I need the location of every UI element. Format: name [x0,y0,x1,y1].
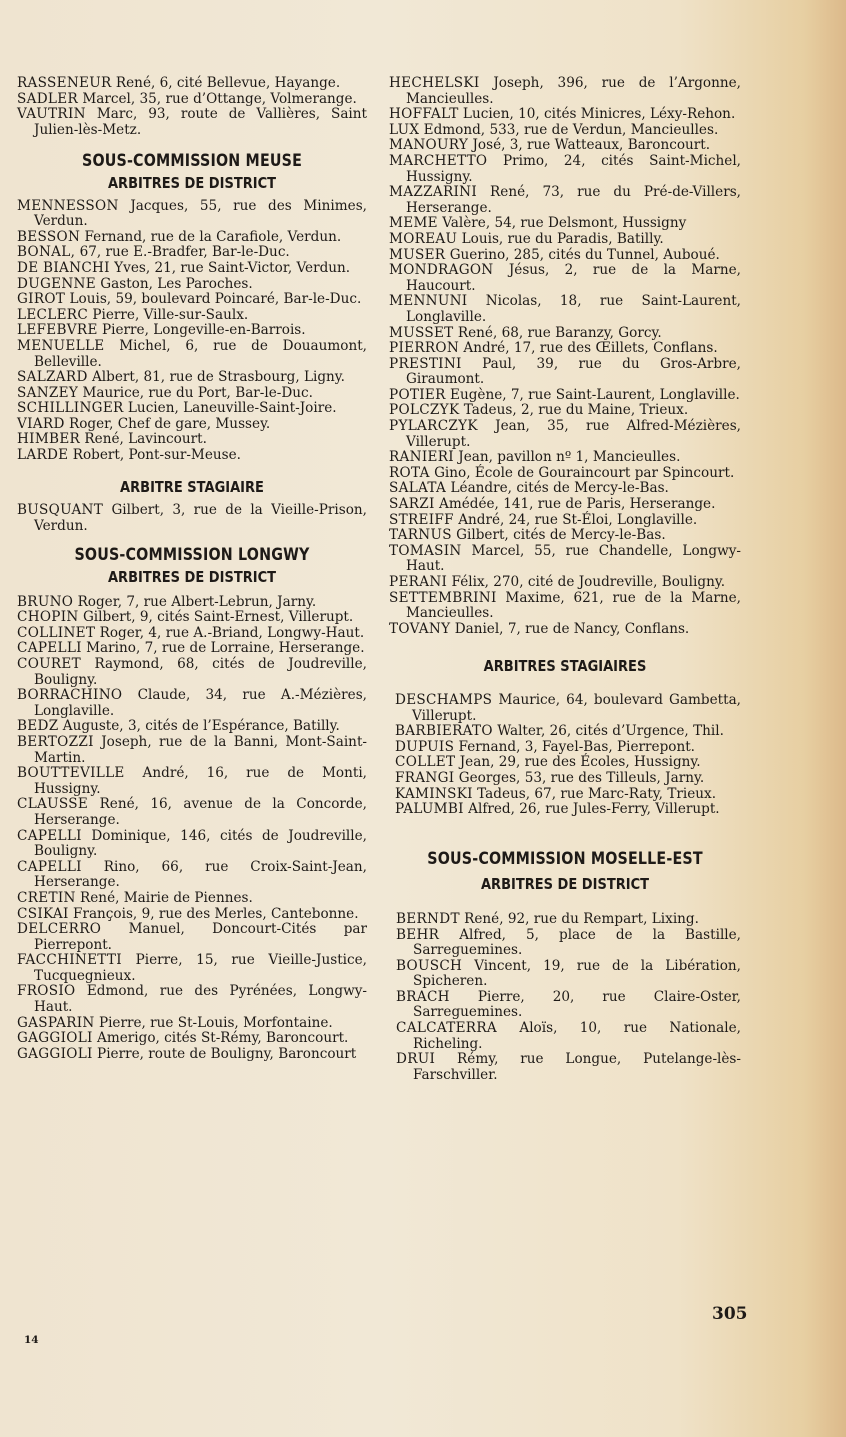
referee-surname: PRESTINI [389,355,462,372]
referee-entry [389,466,741,482]
referee-details: Auguste, 3, cités de l’Espérance, Batilly. [62,718,340,735]
referee-surname: KAMINSKI [395,785,473,802]
referee-surname: RASSENEUR [17,75,112,91]
referee-details: Jean, pavillon nº 1, Mancieulles. [458,449,681,466]
referee-surname: CLAUSSE [17,796,89,813]
referee-details: Pierre, 20, rue Claire-Oster, Sarreguemines. [413,988,742,1021]
referee-entry [17,1016,367,1032]
referee-entry [389,450,741,466]
referee-surname: BOUTTEVILLE [17,765,125,782]
referee-entry [389,216,741,232]
referee-details: Primo, 24, cités Saint-Michel, Hussigny. [406,152,741,185]
referee-entry [389,138,741,154]
referee-details: Louis, 59, boulevard Poincaré, Bar-le-Duc. [69,291,362,308]
referee-surname: TOVANY [389,620,451,637]
referee-entry [396,990,741,1021]
referee-details: Michel, 6, rue de Douaumont, Belleville. [34,337,367,370]
referee-surname: MENNUNI [389,293,468,310]
referee-entry [389,185,741,216]
intro-list [17,76,367,138]
referee-details: Joseph, rue de la Banni, Mont-Saint-Martin. [34,733,367,766]
referee-surname: MANOURY [389,137,469,154]
referee-surname: SETTEMBRINI [389,589,497,606]
referee-entry [17,657,367,688]
referee-surname: SARZI [389,496,435,513]
referee-surname: DESCHAMPS [395,691,493,708]
referee-entry [389,263,741,294]
referee-surname: BESSON [17,228,81,245]
referee-surname: CRETIN [17,889,76,906]
referee-details: Alfred, 5, place de la Bastille, Sarreguemines. [413,926,741,959]
referee-details: Nicolas, 18, rue Saint-Laurent, Longlaville. [406,293,741,325]
referee-entry [396,1021,741,1052]
referee-details: Roger, Chef de gare, Mussey. [68,415,271,432]
referee-surname: PERANI [389,574,448,590]
subheading-meuse-stagiaire: ARBITRE STAGIAIRE [120,477,264,496]
referee-details: Louis, rue du Paradis, Batilly. [461,230,664,247]
referee-surname: LEFEBVRE [17,322,98,339]
referee-surname: ROTA [389,464,430,481]
referee-surname: VIARD [17,415,65,432]
referee-surname: POTIER [389,386,446,403]
referee-surname: LARDE [17,447,69,464]
referee-entry [17,766,367,797]
referee-surname: SALZARD [17,369,88,386]
referee-surname: GAGGIOLI [17,1030,93,1047]
referee-details: Jean, 29, rue des Écoles, Hussigny. [459,754,701,771]
referee-entry [17,797,367,828]
referee-entry [389,497,741,513]
referee-details: Valère, 54, rue Delsmont, Hussigny [442,215,687,232]
referee-entry [17,1031,367,1047]
referee-entry [395,802,741,818]
referee-entry [389,513,741,529]
referee-entry [17,417,367,433]
referee-entry [396,928,741,959]
referee-surname: PYLARCZYK [389,418,478,435]
referee-surname: MAZZARINI [389,184,478,201]
referee-entry [395,740,741,756]
referee-surname: GIROT [17,291,66,308]
referee-details: Amédée, 141, rue de Paris, Herserange. [439,496,716,513]
referee-entry [17,401,367,417]
referee-surname: BERNDT [396,910,460,927]
referee-surname: HIMBER [17,431,81,448]
referee-surname: DELCERRO [17,921,102,938]
referee-surname: POLCZYK [389,402,460,419]
moselle-est-district-list [389,912,741,1084]
referee-details: Robert, Pont-sur-Meuse. [72,447,241,464]
referee-surname: CSIKAI [17,905,69,922]
referee-details: Joseph, 396, rue de l’Argonne, Mancieulles. [406,75,741,107]
referee-details: Raymond, 68, cités de Joudreville, Bouligny. [34,656,367,688]
referee-details: Roger, 4, rue A.-Briand, Longwy-Haut. [99,624,365,641]
referee-surname: STREIFF [389,511,454,528]
referee-surname: BARBIERATO [395,723,493,740]
referee-entry [17,323,367,339]
referee-entry [395,771,741,787]
referee-details: Aloïs, 10, rue Nationale, Richeling. [413,1020,741,1052]
referee-entry [389,107,741,123]
referee-surname: SANZEY [17,384,79,401]
referee-entry [17,891,367,907]
referee-entry [395,787,741,803]
referee-surname: COLLINET [17,624,96,641]
referee-surname: MEME [389,215,438,232]
referee-details: Rino, 66, rue Croix-Saint-Jean, Herserange. [34,858,367,891]
referee-details: Pierre, Longeville-en-Barrois. [102,322,306,339]
referee-surname: CALCATERRA [396,1020,497,1037]
longwy-stagiaires-list [389,693,741,818]
referee-details: Pierre, 15, rue Vieille-Justice, Tucquegnieux. [34,952,367,984]
referee-entry [389,528,741,544]
referee-entry [389,154,741,185]
heading-meuse: SOUS-COMMISSION MEUSE [81,151,303,172]
referee-surname: DE BIANCHI [17,259,110,276]
referee-entry [389,388,741,404]
referee-details: Tadeus, 2, rue du Maine, Trieux. [463,402,689,419]
referee-details: Rémy, rue Longue, Putelange-lès-Farschviller. [413,1051,741,1083]
longwy-district-continued-list [389,76,741,637]
referee-entry [395,755,741,771]
referee-details: Lucien, 10, cités Minicres, Léxy-Rehon. [462,106,736,123]
referee-details: Albert, 81, rue de Strasbourg, Ligny. [91,369,345,386]
referee-entry [17,610,367,626]
referee-surname: GASPARIN [17,1014,95,1031]
referee-entry [389,341,741,357]
referee-surname: MENNESSON [17,197,119,214]
referee-entry [389,575,741,591]
referee-entry [389,403,741,419]
referee-surname: BRUNO [17,593,74,610]
referee-surname: BUSQUANT [17,502,104,519]
meuse-district-list [17,199,367,464]
referee-surname: GAGGIOLI [17,1045,93,1062]
referee-entry [17,245,367,261]
referee-entry [17,735,367,766]
referee-details: Yves, 21, rue Saint-Victor, Verdun. [114,259,351,276]
referee-surname: DRUI [396,1051,436,1068]
referee-surname: FACCHINETTI [17,952,122,969]
referee-entry [17,432,367,448]
referee-entry [17,370,367,386]
referee-details: Walter, 26, cités d’Urgence, Thil. [497,723,724,740]
meuse-stagiaire-list [17,503,367,534]
referee-details: Claude, 34, rue A.-Mézières, Longlaville. [34,687,367,719]
referee-entry [17,448,367,464]
referee-details: Edmond, rue des Pyrénées, Longwy-Haut. [34,983,367,1016]
referee-details: Guerino, 285, cités du Tunnel, Auboué. [449,246,720,263]
referee-surname: SCHILLINGER [17,400,124,417]
referee-details: Vincent, 19, rue de la Libération, Spicheren. [413,957,741,990]
referee-surname: COURET [17,656,82,672]
referee-entry [17,277,367,293]
referee-entry [389,76,741,107]
referee-details: Paul, 39, rue du Gros-Arbre, Giraumont. [406,355,741,388]
referee-entry [17,339,367,370]
referee-details: Manuel, Doncourt-Cités par Pierrepont. [34,921,367,953]
referee-surname: PIERRON [389,340,460,357]
referee-surname: BEHR [396,926,440,943]
referee-entry [17,107,367,138]
referee-surname: SALATA [389,480,447,497]
referee-entry [17,860,367,891]
referee-entry [17,1047,367,1063]
heading-longwy: SOUS-COMMISSION LONGWY [74,545,310,566]
referee-details: Pierre, route de Bouligny, Baroncourt [97,1045,357,1062]
referee-details: René, 6, cité Bellevue, Hayange. [115,75,341,91]
subheading-meuse-district: ARBITRES DE DISTRICT [107,173,277,192]
referee-entry [389,591,741,622]
referee-surname: BRACH [396,988,450,1005]
referee-details: Gilbert, 3, rue de la Vieille-Prison, Verdun. [34,502,367,534]
referee-details: Gino, École de Gouraincourt par Spincourt. [434,464,735,481]
referee-details: Lucien, Laneuville-Saint-Joire. [127,400,337,417]
referee-surname: MARCHETTO [389,152,488,169]
referee-details: Georges, 53, rue des Tilleuls, Jarny. [458,769,705,786]
referee-details: René, Mairie de Piennes. [80,889,253,906]
referee-details: Marc, 93, route de Vallières, Saint Julien-lès-Metz. [34,106,367,138]
referee-entry [396,959,741,990]
referee-entry [17,199,367,230]
referee-surname: SADLER [17,90,79,107]
referee-details: 67, rue E.-Bradfer, Bar-le-Duc. [79,244,290,261]
signature-mark: 14 [24,1334,39,1346]
referee-details: Dominique, 146, cités de Joudreville, Bouligny. [34,827,367,860]
referee-details: Roger, 7, rue Albert-Lebrun, Jarny. [77,593,317,610]
referee-details: Maurice, rue du Port, Bar-le-Duc. [82,384,313,401]
referee-entry [389,544,741,575]
referee-entry [389,419,741,450]
referee-entry [17,953,367,984]
referee-entry [396,912,741,928]
referee-details: Gaston, Les Paroches. [100,275,253,292]
referee-details: Fernand, rue de la Carafiole, Verdun. [84,228,342,245]
referee-entry [17,386,367,402]
referee-details: André, 24, rue St-Éloi, Longlaville. [458,511,698,528]
referee-surname: LUX [389,121,420,138]
referee-surname: BEDZ [17,718,59,735]
referee-entry [389,326,741,342]
referee-surname: COLLET [395,754,456,771]
referee-surname: VAUTRIN [17,106,86,123]
referee-entry [17,92,367,108]
referee-details: Pierre, Ville-sur-Saulx. [92,306,249,323]
referee-surname: CAPELLI [17,858,82,875]
referee-details: Jacques, 55, rue des Minimes, Verdun. [34,197,367,230]
referee-surname: LECLERC [17,306,89,323]
referee-entry [17,922,367,953]
referee-details: Jean, 35, rue Alfred-Mézières, Villerupt. [406,418,741,450]
page-number: 305 [712,1304,748,1324]
subheading-moselle-est-district: ARBITRES DE DISTRICT [480,875,650,894]
referee-details: Gilbert, cités de Mercy-le-Bas. [456,527,666,544]
referee-surname: BORRACHINO [17,687,123,704]
referee-surname: DUPUIS [395,738,455,755]
referee-details: Daniel, 7, rue de Nancy, Conflans. [454,620,690,637]
referee-details: Pierre, rue St-Louis, Morfontaine. [98,1014,333,1031]
referee-surname: TOMASIN [389,542,462,559]
referee-entry [17,503,367,534]
referee-surname: MONDRAGON [389,262,494,279]
subheading-longwy-stagiaires: ARBITRES STAGIAIRES [483,657,647,676]
referee-entry [389,248,741,264]
referee-details: René, 92, rue du Rempart, Lixing. [464,910,699,927]
referee-entry [17,261,367,277]
referee-surname: MENUELLE [17,337,105,354]
heading-moselle-est: SOUS-COMMISSION MOSELLE-EST [427,848,703,869]
referee-surname: MUSSET [389,324,454,341]
referee-surname: HOFFALT [389,106,459,123]
referee-entry [389,357,741,388]
referee-surname: BOUSCH [396,957,463,974]
subheading-longwy-district: ARBITRES DE DISTRICT [107,568,277,587]
referee-details: Edmond, 533, rue de Verdun, Mancieulles. [423,121,719,138]
referee-details: René, Lavincourt. [84,431,207,448]
referee-surname: FROSIO [17,983,76,1000]
referee-surname: CHOPIN [17,609,79,626]
referee-entry [395,724,741,740]
referee-surname: CAPELLI [17,640,82,657]
referee-entry [17,907,367,923]
referee-entry [389,481,741,497]
referee-entry [17,626,367,642]
referee-details: Maurice, 64, boulevard Gambetta, Villerupt. [412,691,742,724]
left-column [17,76,367,1062]
referee-details: José, 3, rue Watteaux, Baroncourt. [472,137,711,154]
referee-surname: DUGENNE [17,275,96,292]
referee-entry [389,622,741,638]
referee-details: François, 9, rue des Merles, Cantebonne. [73,905,359,922]
referee-details: Marcel, 35, rue d’Ottange, Volmerange. [82,90,357,107]
referee-details: Léandre, cités de Mercy-le-Bas. [450,480,669,497]
referee-entry [389,123,741,139]
referee-details: Amerigo, cités St-Rémy, Baroncourt. [97,1030,349,1047]
right-column [389,76,741,1083]
referee-surname: BERTOZZI [17,733,94,750]
referee-entry [17,984,367,1015]
referee-entry [17,76,367,92]
referee-entry [389,232,741,248]
referee-entry [396,1052,741,1083]
referee-details: Fernand, 3, Fayel-Bas, Pierrepont. [458,738,696,755]
referee-details: Marino, 7, rue de Lorraine, Herserange. [86,640,365,657]
referee-details: René, 16, avenue de la Concorde, Herserange. [34,796,367,828]
referee-details: André, 17, rue des Œillets, Conflans. [463,340,718,357]
referee-details: André, 16, rue de Monti, Hussigny. [34,765,367,797]
referee-entry [17,719,367,735]
referee-entry [17,688,367,719]
referee-details: Tadeus, 67, rue Marc-Raty, Trieux. [477,785,717,802]
referee-details: Jésus, 2, rue de la Marne, Haucourt. [406,262,741,294]
referee-details: Eugène, 7, rue Saint-Laurent, Longlaville. [450,386,740,403]
referee-surname: PALUMBI [395,801,464,818]
referee-details: Marcel, 55, rue Chandelle, Longwy-Haut. [406,542,741,575]
referee-surname: RANIERI [389,449,454,466]
referee-surname: HECHELSKI [389,75,480,91]
referee-entry [17,292,367,308]
referee-details: Maxime, 621, rue de la Marne, Mancieulles. [406,589,741,622]
referee-surname: CAPELLI [17,827,82,844]
referee-surname: BONAL, [17,244,76,261]
referee-entry [17,308,367,324]
referee-entry [395,693,741,724]
referee-entry [17,641,367,657]
referee-entry [389,294,741,325]
referee-details: René, 73, rue du Pré-de-Villers, Herserange. [406,184,741,216]
referee-details: René, 68, rue Baranzy, Gorcy. [457,324,662,341]
referee-surname: MOREAU [389,230,458,247]
referee-entry [17,230,367,246]
referee-entry [17,829,367,860]
longwy-district-list [17,595,367,1063]
referee-surname: TARNUS [389,527,452,544]
referee-entry [17,595,367,611]
referee-surname: MUSER [389,246,446,263]
referee-details: Alfred, 26, rue Jules-Ferry, Villerupt. [468,801,720,818]
referee-details: Gilbert, 9, cités Saint-Ernest, Villerupt. [82,609,354,626]
referee-surname: FRANGI [395,769,455,786]
referee-details: Félix, 270, cité de Joudreville, Bouligny. [451,574,726,590]
